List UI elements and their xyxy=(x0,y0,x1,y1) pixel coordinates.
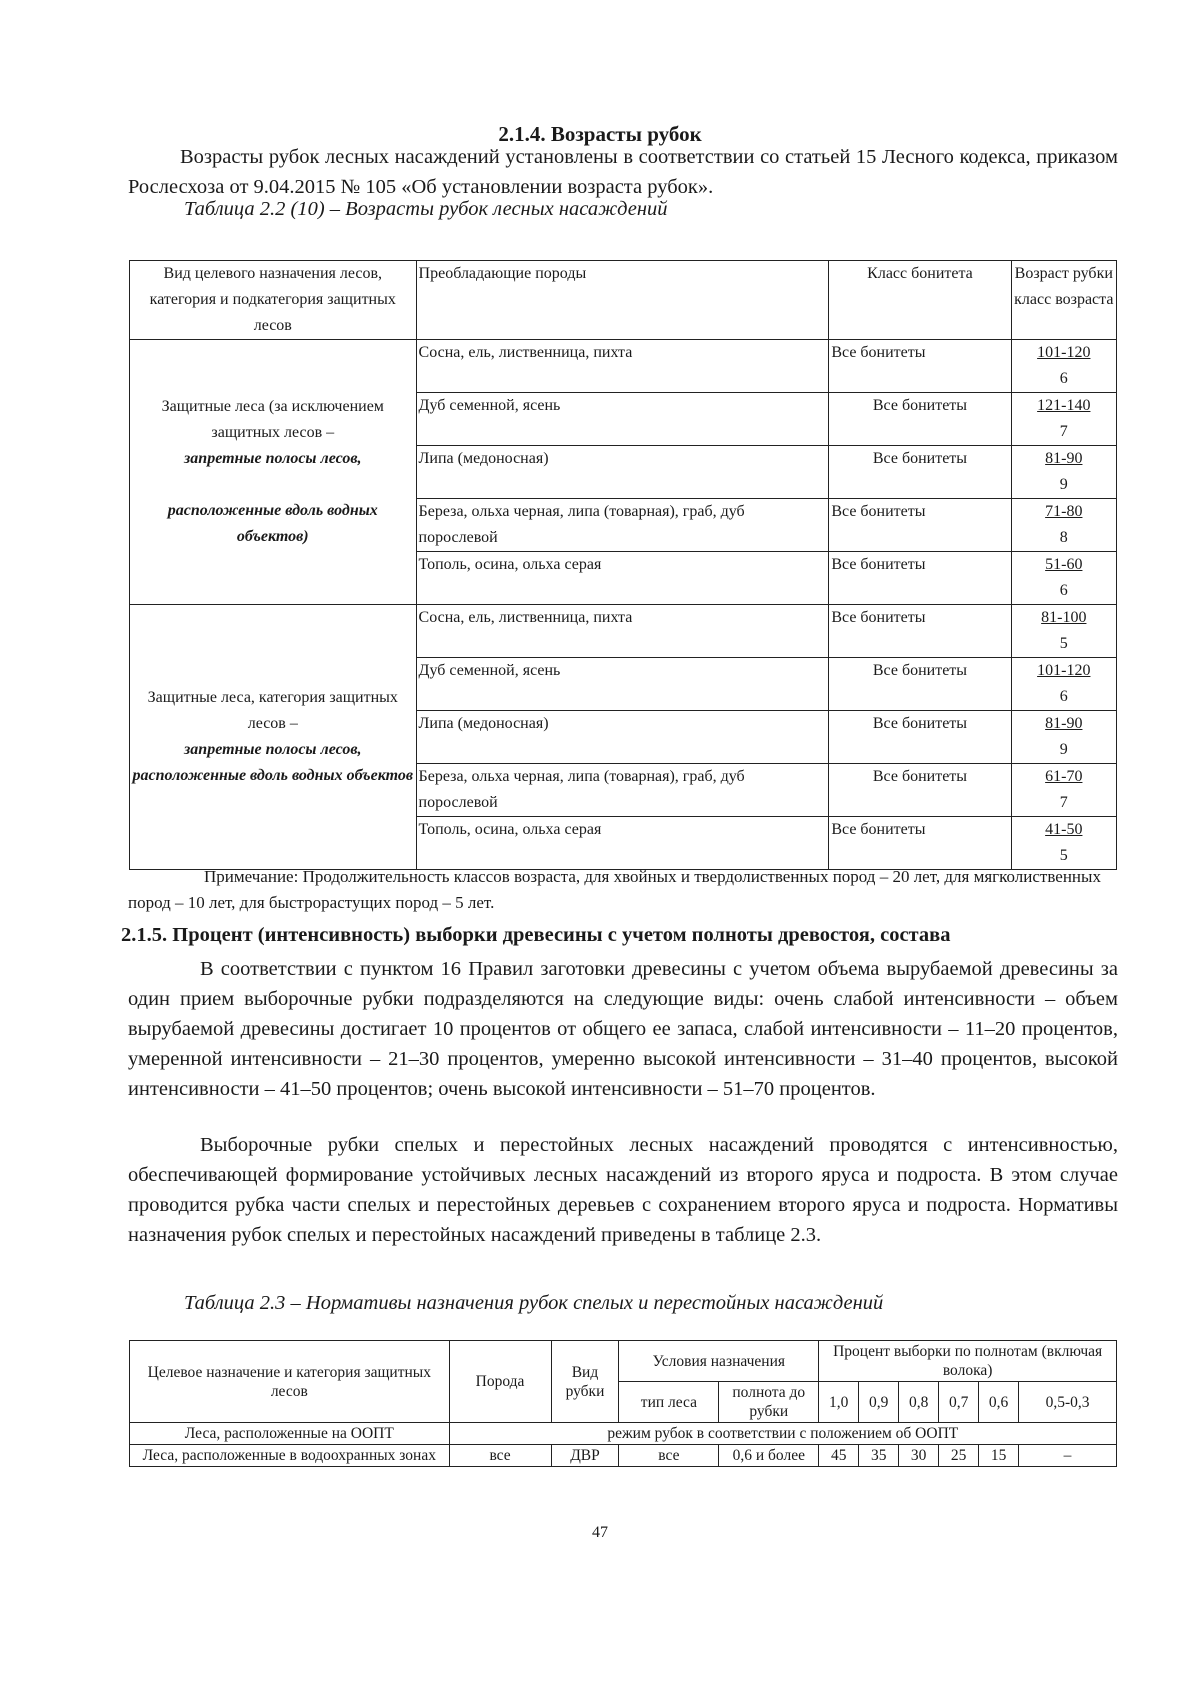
age-cell: 61-70 7 xyxy=(1011,764,1116,817)
age-cell: 41-50 5 xyxy=(1011,817,1116,870)
header-d0503: 0,5-0,3 xyxy=(1019,1382,1117,1423)
group2-label-plain: Защитные леса, категория защитных лесов – xyxy=(147,689,398,732)
section-215-paragraph-1: В соответствии с пунктом 16 Правил заготовки древесины с учетом объема вырубаемой древесины за один прием выборочные рубки подразделяются на следующие виды: очень слабой интенсивности – объем вырубаемой древесины достигает 10 процентов от общего ее запаса, слабой интенсивности – 11–20 процентов, умеренной интенсивности – 21–30 процентов, умеренно высокой интенсивности – 31–40 процентов, высокой интенсивности – 41–50 процентов; очень высокой интенсивности – 51–70 процентов. xyxy=(128,958,1118,1100)
species-cell: Тополь, осина, ольха серая xyxy=(416,817,829,870)
bonitet-cell: Все бонитеты xyxy=(829,817,1011,870)
group1-label-bold1: запретные полосы лесов, xyxy=(184,450,362,467)
species-cell: Береза, ольха черная, липа (товарная), граб, дуб порослевой xyxy=(416,764,829,817)
header-d09: 0,9 xyxy=(859,1382,899,1423)
row2-purpose: Леса, расположенные в водоохранных зонах xyxy=(130,1445,450,1467)
header-species: Преобладающие породы xyxy=(416,261,829,340)
header-percent: Процент выборки по полнотам (включая волока) xyxy=(819,1341,1117,1382)
table23-caption: Таблица 2.3 – Нормативы назначения рубок спелых и перестойных насаждений xyxy=(184,1292,884,1314)
species-cell: Дуб семенной, ясень xyxy=(416,393,829,446)
row2-v06: 15 xyxy=(979,1445,1019,1467)
age-cell: 81-100 5 xyxy=(1011,605,1116,658)
header-bonitet: Класс бонитета xyxy=(829,261,1011,340)
header-purpose: Вид целевого назначения лесов, категория и подкатегория защитных лесов xyxy=(130,261,417,340)
group1-label xyxy=(130,340,417,605)
header-purpose: Целевое назначение и категория защитных лесов xyxy=(130,1341,450,1423)
row2-forest-type: все xyxy=(619,1445,719,1467)
section-214-title: 2.1.4. Возрасты рубок xyxy=(498,122,702,146)
header-d10: 1,0 xyxy=(819,1382,859,1423)
species-cell: Липа (медоносная) xyxy=(416,446,829,499)
table23-header-row-1 xyxy=(130,1341,1117,1382)
group2-label xyxy=(130,605,417,870)
header-forest-type: тип леса xyxy=(619,1382,719,1423)
row2-density: 0,6 и более xyxy=(719,1445,819,1467)
age-cell: 101-120 6 xyxy=(1011,340,1116,393)
header-d08: 0,8 xyxy=(899,1382,939,1423)
header-age: Возраст рубки класс возраста xyxy=(1011,261,1116,340)
bonitet-cell: Все бонитеты xyxy=(829,499,1011,552)
bonitet-cell: Все бонитеты xyxy=(829,340,1011,393)
row2-species: все xyxy=(449,1445,551,1467)
table22-header-row xyxy=(130,261,1117,340)
species-cell: Сосна, ель, лиственница, пихта xyxy=(416,340,829,393)
bonitet-cell: Все бонитеты xyxy=(829,446,1011,499)
age-cell: 71-80 8 xyxy=(1011,499,1116,552)
row2-v0503: – xyxy=(1019,1445,1117,1467)
table-row xyxy=(130,605,1117,658)
table-row xyxy=(130,1423,1117,1445)
bonitet-cell: Все бонитеты xyxy=(829,711,1011,764)
table22-caption: Таблица 2.2 (10) – Возрасты рубок лесных насаждений xyxy=(184,198,668,220)
row2-cut-type: ДВР xyxy=(551,1445,619,1467)
table-23 xyxy=(129,1340,1117,1467)
bonitet-cell: Все бонитеты xyxy=(829,393,1011,446)
header-cut-type: Вид рубки xyxy=(551,1341,619,1423)
table22-note: Примечание: Продолжительность классов возраста, для хвойных и твердолиственных пород – 20 лет, для мягколиственных пород – 10 лет, для быстрорастущих пород – 5 лет. xyxy=(128,867,1101,912)
age-cell: 121-140 7 xyxy=(1011,393,1116,446)
table-row xyxy=(130,340,1117,393)
row1-purpose: Леса, расположенные на ООПТ xyxy=(130,1423,450,1445)
section-214-paragraph: Возрасты рубок лесных насаждений установлены в соответствии со статьей 15 Лесного кодекса, приказом Рослесхоза от 9.04.2015 № 105 «Об установлении возраста рубок». xyxy=(128,146,1118,198)
row1-text: режим рубок в соответствии с положением об ООПТ xyxy=(449,1423,1116,1445)
bonitet-cell: Все бонитеты xyxy=(829,764,1011,817)
bonitet-cell: Все бонитеты xyxy=(829,658,1011,711)
row2-v09: 35 xyxy=(859,1445,899,1467)
age-cell: 101-120 6 xyxy=(1011,658,1116,711)
header-d07: 0,7 xyxy=(939,1382,979,1423)
age-cell: 81-90 9 xyxy=(1011,711,1116,764)
group1-label-plain: Защитные леса (за исключением защитных лесов – xyxy=(161,398,384,441)
header-density: полнота до рубки xyxy=(719,1382,819,1423)
header-conditions: Условия назначения xyxy=(619,1341,819,1382)
row2-v08: 30 xyxy=(899,1445,939,1467)
bonitet-cell: Все бонитеты xyxy=(829,605,1011,658)
section-215-title: 2.1.5. Процент (интенсивность) выборки древесины с учетом полноты древостоя, состава xyxy=(121,924,951,946)
age-cell: 51-60 6 xyxy=(1011,552,1116,605)
bonitet-cell: Все бонитеты xyxy=(829,552,1011,605)
species-cell: Липа (медоносная) xyxy=(416,711,829,764)
row2-v07: 25 xyxy=(939,1445,979,1467)
age-cell: 81-90 9 xyxy=(1011,446,1116,499)
species-cell: Дуб семенной, ясень xyxy=(416,658,829,711)
species-cell: Тополь, осина, ольха серая xyxy=(416,552,829,605)
header-d06: 0,6 xyxy=(979,1382,1019,1423)
group2-label-bold: запретные полосы лесов, расположенные вдоль водных объектов xyxy=(132,741,413,784)
group1-label-bold2: расположенные вдоль водных объектов) xyxy=(167,502,378,545)
species-cell: Береза, ольха черная, липа (товарная), граб, дуб порослевой xyxy=(416,499,829,552)
row2-v10: 45 xyxy=(819,1445,859,1467)
species-cell: Сосна, ель, лиственница, пихта xyxy=(416,605,829,658)
page-number: 47 xyxy=(592,1524,608,1541)
section-215-paragraph-2: Выборочные рубки спелых и перестойных лесных насаждений проводятся с интенсивностью, обеспечивающей формирование устойчивых лесных насаждений из второго яруса и подроста. В этом случае проводится рубка части спелых и перестойных деревьев с сохранением второго яруса и подроста. Нормативы назначения рубок спелых и перестойных насаждений приведены в таблице 2.3. xyxy=(128,1134,1118,1246)
header-species: Порода xyxy=(449,1341,551,1423)
table-22 xyxy=(129,260,1117,870)
table-row xyxy=(130,1445,1117,1467)
